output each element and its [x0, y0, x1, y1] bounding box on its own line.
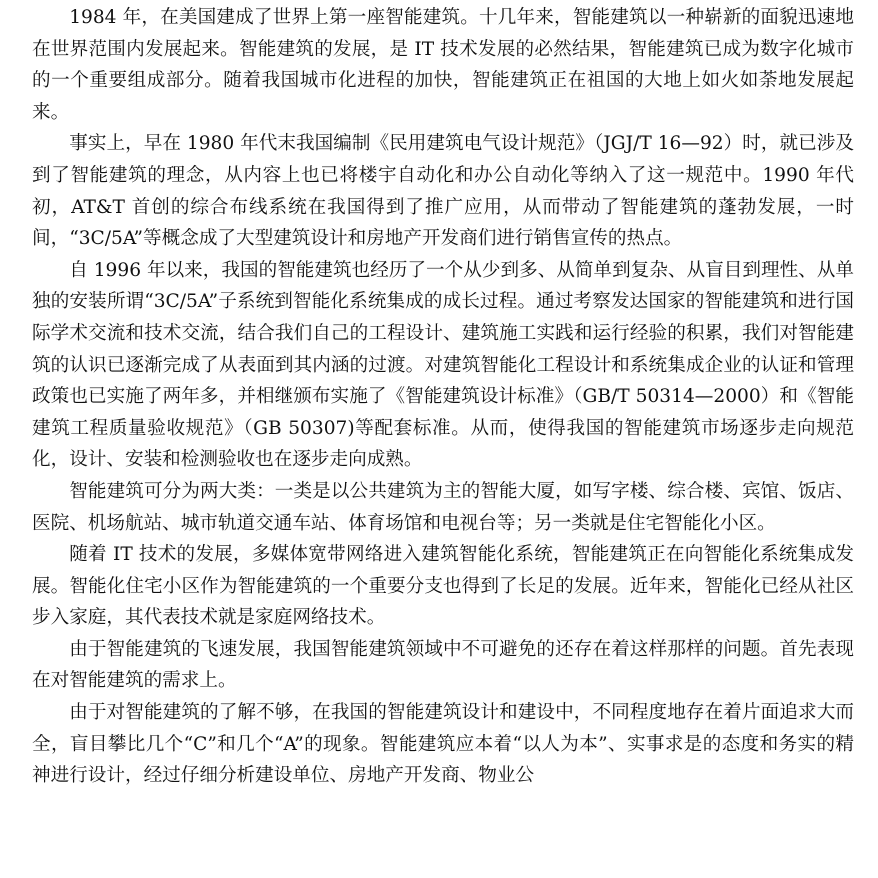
paragraph-1: 1984 年，在美国建成了世界上第一座智能建筑。十几年来，智能建筑以一种崭新的面貌迅速地在世界范围内发展起来。智能建筑的发展，是 IT 技术发展的必然结果，智能建筑已成为数字化城市的一个重要组成部分。随着我国城市化进程的加快，智能建筑正在祖国的大地上如火如荼地发展起来。 [32, 7, 854, 123]
paragraph-5: 随着 IT 技术的发展，多媒体宽带网络进入建筑智能化系统，智能建筑正在向智能化系统集成发展。智能化住宅小区作为智能建筑的一个重要分支也得到了长足的发展。近年来，智能化已经从社区步入家庭，其代表技术就是家庭网络技术。 [32, 544, 854, 629]
paragraph-3: 自 1996 年以来，我国的智能建筑也经历了一个从少到多、从简单到复杂、从盲目到理性、从单独的安装所谓“3C/5A”子系统到智能化系统集成的成长过程。通过考察发达国家的智能建筑和进行国际学术交流和技术交流，结合我们自己的工程设计、建筑施工实践和运行经验的积累，我们对智能建筑的认识已逐渐完成了从表面到其内涵的过渡。对建筑智能化工程设计和系统集成企业的认证和管理政策也已实施了两年多，并相继颁布实施了《智能建筑设计标准》（GB/T 50314—2000）和《智能建筑工程质量验收规范》（GB 50307)等配套标准。从而，使得我国的智能建筑市场逐步走向规范化，设计、安装和检测验收也在逐步走向成熟。 [32, 259, 854, 471]
paragraph-4: 智能建筑可分为两大类：一类是以公共建筑为主的智能大厦，如写字楼、综合楼、宾馆、饭店、医院、机场航站、城市轨道交通车站、体育场馆和电视台等；另一类就是住宅智能化小区。 [32, 480, 854, 534]
paragraph-2: 事实上，早在 1980 年代末我国编制《民用建筑电气设计规范》（JGJ/T 16—92）时，就已涉及到了智能建筑的理念，从内容上也已将楼宇自动化和办公自动化等纳入了这一规范中。1990 年代初，AT&T 首创的综合布线系统在我国得到了推广应用，从而带动了智能建筑的蓬勃发展，一时间，“3C/5A”等概念成了大型建筑设计和房地产开发商们进行销售宣传的热点。 [32, 133, 854, 250]
paragraph-6: 由于智能建筑的飞速发展，我国智能建筑领域中不可避免的还存在着这样那样的问题。首先表现在对智能建筑的需求上。 [32, 638, 854, 692]
body-text [32, 2, 854, 792]
paragraph-7: 由于对智能建筑的了解不够，在我国的智能建筑设计和建设中，不同程度地存在着片面追求大而全，盲目攀比几个“C”和几个“A”的现象。智能建筑应本着“以人为本”、实事求是的态度和务实的精神进行设计，经过仔细分析建设单位、房地产开发商、物业公 [32, 702, 854, 787]
